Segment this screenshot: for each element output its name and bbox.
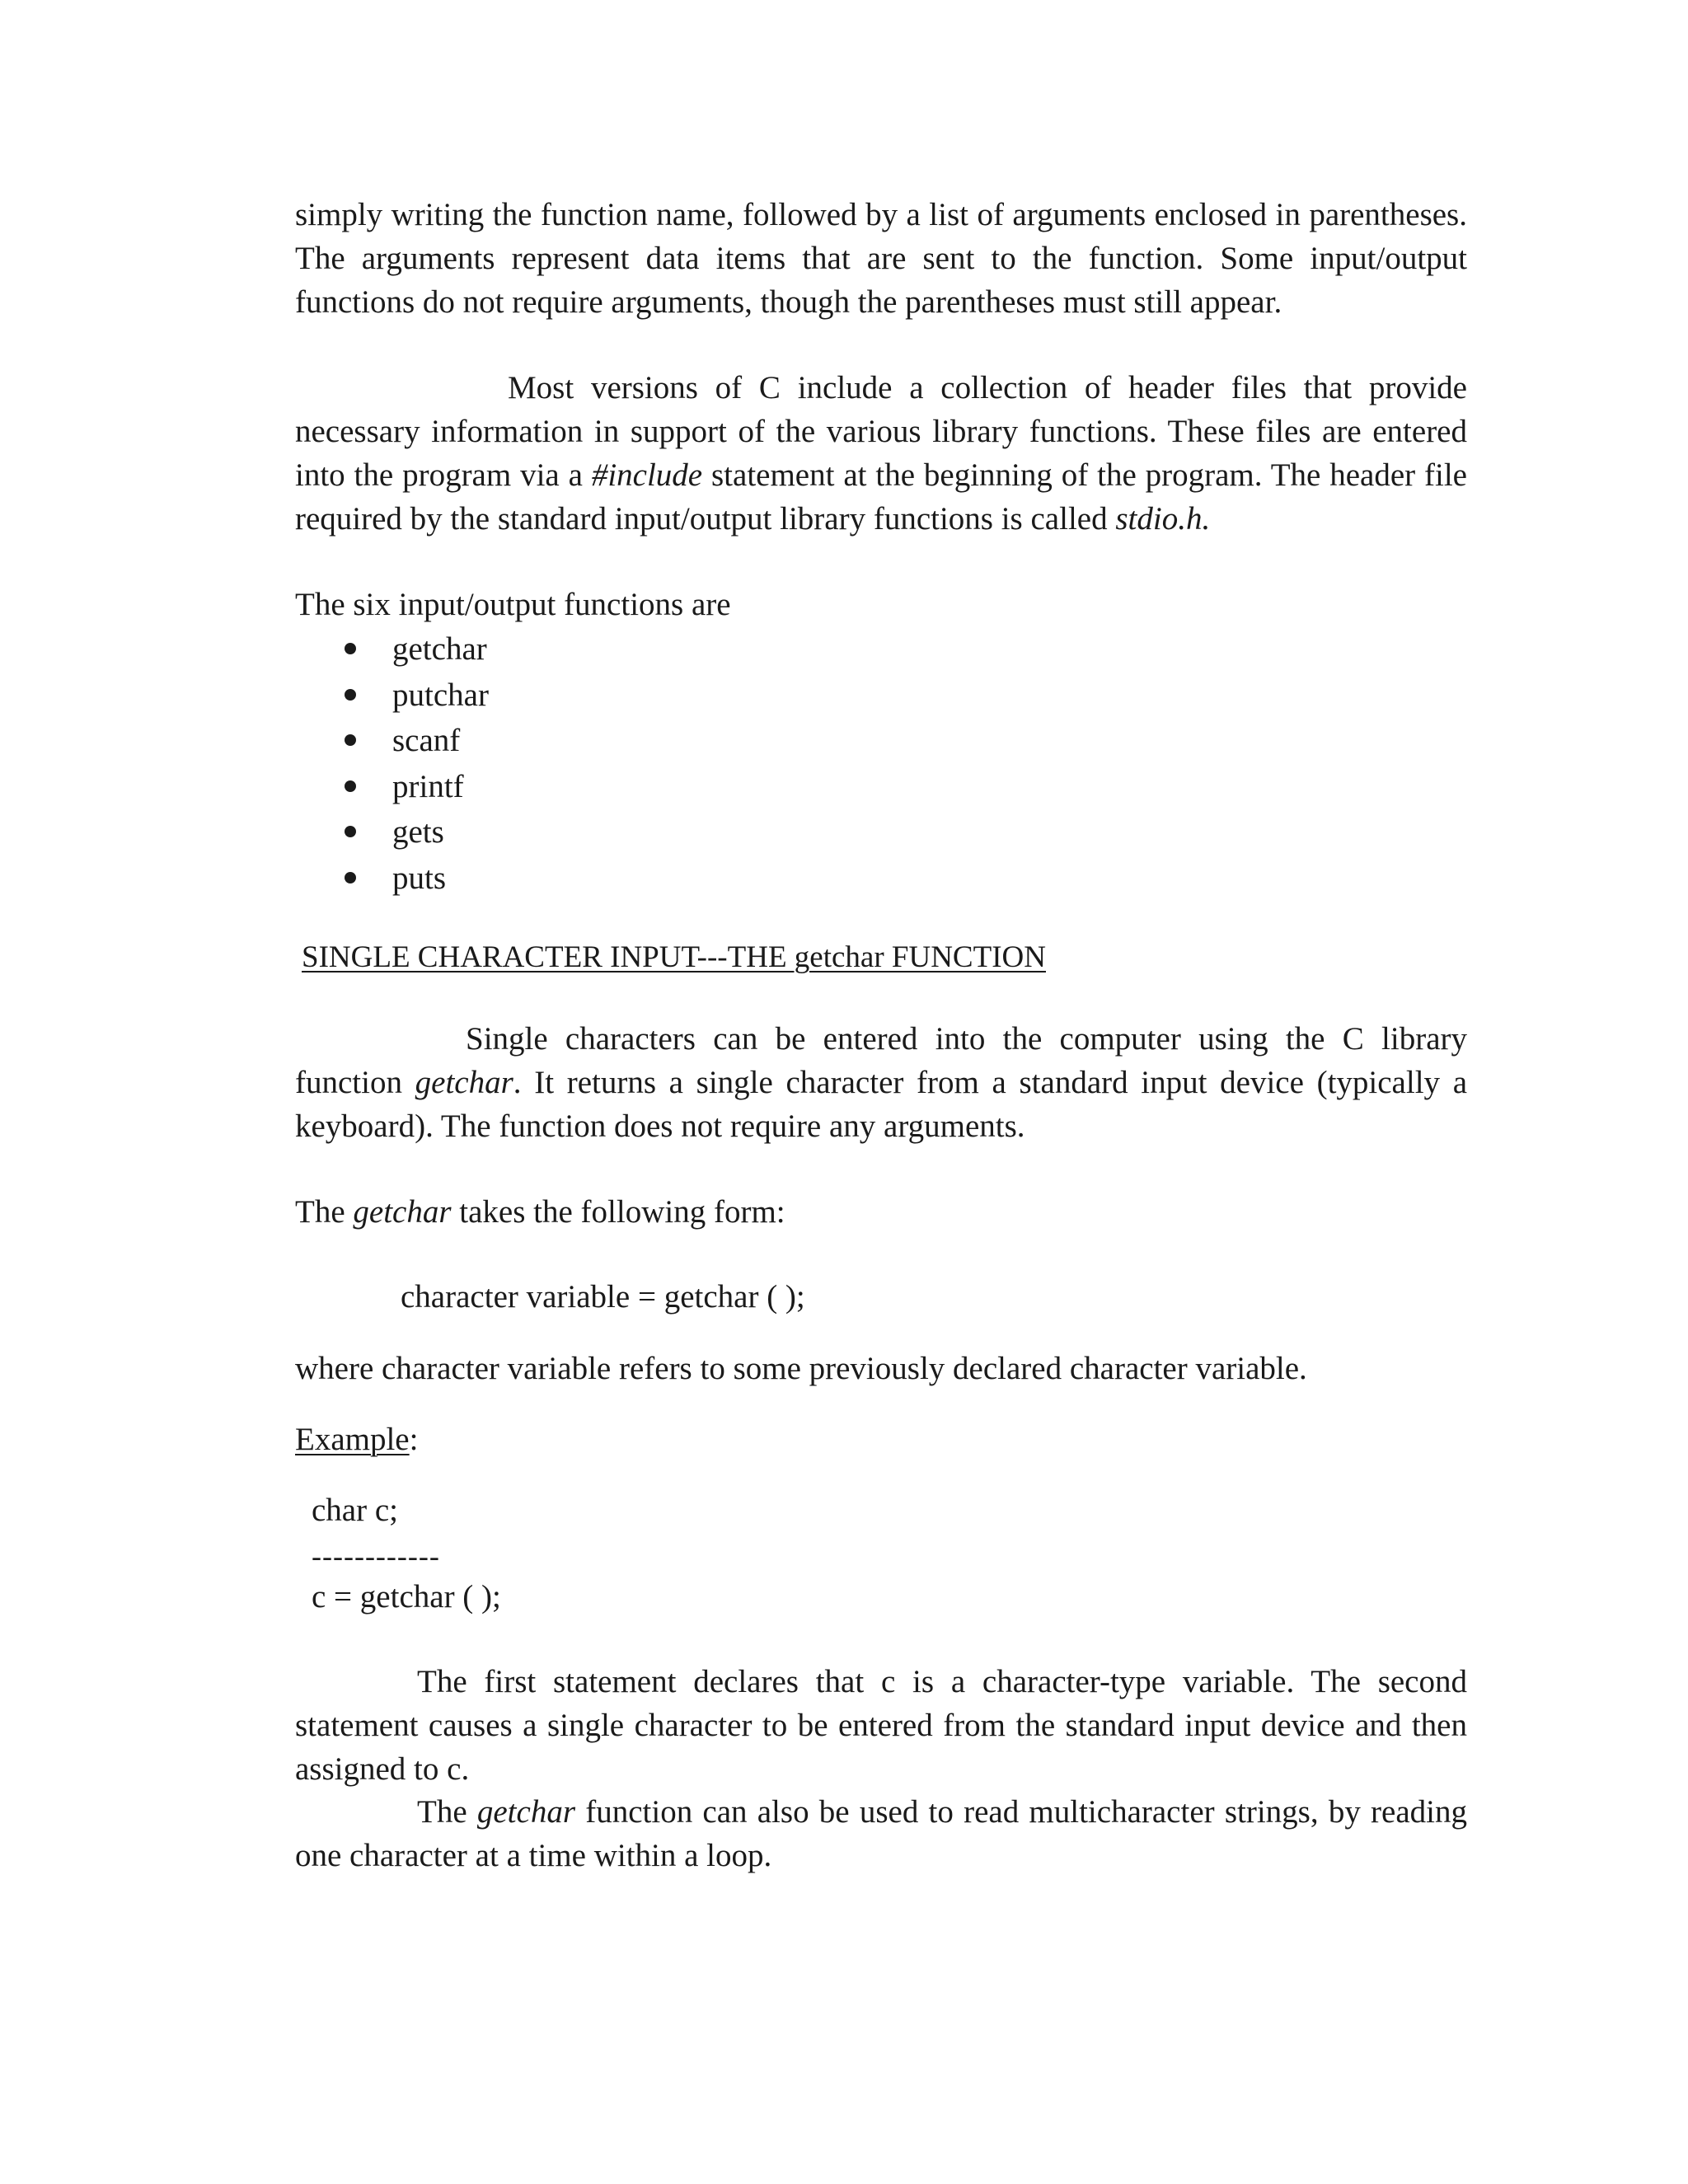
text-fragment: . It returns a single character from a standard input device (typically a keyboard). The function does not require any arguments. [295,1065,1468,1144]
text-fragment: Most versions of C include a collection of header files that provide necessary information in support of the various library functions. These files are entered into the program via a [295,370,1467,493]
form-syntax: character variable = getchar ( ); [401,1279,805,1315]
list-item [345,718,489,764]
list-item-label: getchar [392,631,487,667]
bullet-icon [345,734,356,746]
example-heading [295,1418,418,1461]
list-item [345,626,489,673]
text-fragment: The [417,1794,477,1830]
bullet-icon [345,780,356,792]
text-fragment: Single characters can be entered into the computer using the C library function [295,1021,1467,1100]
section-heading: SINGLE CHARACTER INPUT---THE getchar FUNCTION [302,940,1046,974]
list-item-label: scanf [392,723,461,758]
list-item-label: printf [392,768,464,804]
include-keyword: #include [591,457,703,493]
list-intro: The six input/output functions are [295,587,731,622]
where-text: where character variable refers to some previously declared character variable. [295,1351,1307,1386]
text-fragment: takes the following form: [451,1194,785,1230]
getchar-term: getchar [476,1794,575,1830]
code-line: char c; [312,1493,399,1528]
paragraph-header-files [295,366,1467,541]
text-fragment: function can also be used to read multicharacter strings, by reading one character at a time within a loop. [295,1794,1467,1873]
bullet-icon [345,872,356,883]
list-item-label: puts [392,860,447,896]
paragraph-multichar [295,1790,1467,1877]
list-item [345,764,489,810]
io-function-list [345,626,489,901]
bullet-icon [345,826,356,837]
list-item [345,809,489,855]
stdio-header-name: stdio.h. [1115,501,1211,537]
example-colon: : [409,1422,419,1457]
getchar-term: getchar [415,1065,513,1100]
text-fragment: statement at the beginning of the program. The header file required by the standard input/output library functions is called [295,457,1467,537]
code-line: ------------ [312,1540,440,1572]
list-item-label: gets [392,814,444,850]
list-item [345,855,489,902]
form-intro [295,1190,785,1234]
list-item [345,673,489,719]
bullet-icon [345,689,356,701]
getchar-term: getchar [353,1194,452,1230]
example-label: Example [295,1422,410,1457]
list-item-label: putchar [392,677,489,713]
bullet-icon [345,643,356,654]
paragraph-example-explanation: The first statement declares that c is a character-type variable. The second statement causes a single character to be entered from the standard input device and then assigned to c. [295,1664,1467,1787]
text-fragment: The [295,1194,354,1230]
paragraph-getchar-intro [295,1017,1467,1148]
code-line: c = getchar ( ); [312,1579,501,1615]
paragraph-function-call: simply writing the function name, followed by a list of arguments enclosed in parentheses. The arguments represent data items that are sent to the function. Some input/output functions do not require arguments, though the parentheses must still appear. [295,197,1467,320]
